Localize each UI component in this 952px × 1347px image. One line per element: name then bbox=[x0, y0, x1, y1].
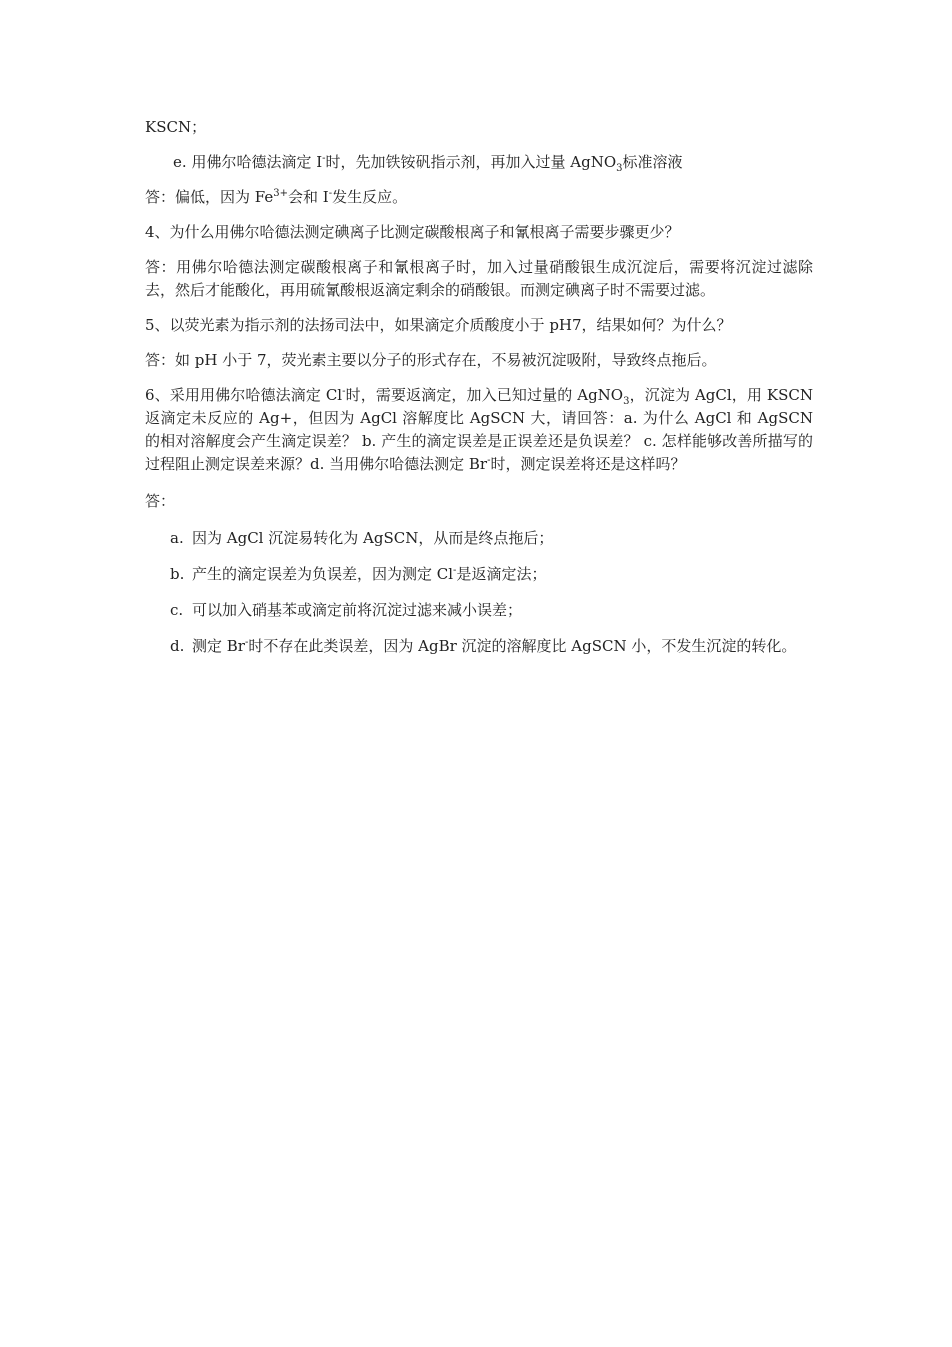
answer-e-text-1: 答：偏低，因为 Fe bbox=[145, 188, 274, 206]
item-d-text bbox=[192, 635, 813, 658]
item-a-text: 因为 AgCl 沉淀易转化为 AgSCN，从而是终点拖后； bbox=[192, 529, 554, 547]
item-b-text-1: 产生的滴定误差为负误差，因为测定 Cl bbox=[192, 565, 454, 583]
item-e-sup-1: - bbox=[322, 153, 326, 164]
item-c-label: c. bbox=[170, 601, 184, 619]
q6-text-3: ，沉淀为 AgCl，用 KSCN 返滴定未反应的 Ag+，但因为 AgCl 溶解度比 AgSCN 大，请回答：a. 为什么 AgCl 和 AgSCN 的相对溶解度会产生滴定误差？ b. 产生的滴定误差是正误差还是负误差？ c. 怎样能够改善所描写的过程阻止测定误差来源？d. 当用佛尔哈德法测定 Br bbox=[145, 386, 813, 473]
answer-6-item-d bbox=[145, 635, 813, 658]
item-d-label: d. bbox=[170, 637, 185, 655]
item-e-text-2: 时，先加铁铵矾指示剂，再加入过量 AgNO bbox=[325, 153, 617, 171]
item-c-text: 可以加入硝基苯或滴定前将沉淀过滤来减小误差； bbox=[192, 601, 523, 619]
item-d-text-2: 时不存在此类误差，因为 AgBr 沉淀的溶解度比 AgSCN 小，不发生沉淀的转化。 bbox=[248, 637, 797, 655]
question-4: 4、为什么用佛尔哈德法测定碘离子比测定碳酸根离子和氰根离子需要步骤更少？ bbox=[145, 223, 680, 241]
item-e-sub-1: 3 bbox=[616, 163, 623, 174]
answer-4: 答：用佛尔哈德法测定碳酸根离子和氰根离子时，加入过量硝酸银生成沉淀后，需要将沉淀过滤除去，然后才能酸化，再用硫氰酸根返滴定剩余的硝酸银。而测定碘离子时不需要过滤。 bbox=[145, 258, 813, 299]
q6-text-2: 时，需要返滴定，加入已知过量的 AgNO bbox=[345, 386, 624, 404]
item-d-sup-1: - bbox=[244, 637, 249, 648]
answer-6-label: 答： bbox=[145, 492, 176, 510]
question-6 bbox=[145, 384, 813, 476]
q6-text-1: 6、采用用佛尔哈德法滴定 Cl bbox=[145, 386, 343, 404]
item-e-text-3: 标准溶液 bbox=[622, 153, 683, 171]
answer-e-text-3: 发生反应。 bbox=[332, 188, 408, 206]
answer-5: 答：如 pH 小于 7，荧光素主要以分子的形式存在，不易被沉淀吸附，导致终点拖后。 bbox=[145, 351, 717, 369]
answer-6-item-c bbox=[145, 599, 813, 622]
kscn-line: KSCN； bbox=[145, 118, 207, 136]
item-b-text-2: 是返滴定法； bbox=[456, 565, 547, 583]
answer-e-sup-1: 3+ bbox=[273, 188, 288, 199]
item-b-label: b. bbox=[170, 565, 185, 583]
answer-6-item-b bbox=[145, 563, 813, 586]
item-a-label: a. bbox=[170, 529, 184, 547]
item-b-sup-1: - bbox=[453, 565, 457, 576]
q6-text-4: 时，测定误差将还是这样吗？ bbox=[490, 455, 686, 473]
answer-e bbox=[145, 186, 813, 209]
q6-sub-1: 3 bbox=[623, 396, 630, 407]
item-b-text bbox=[192, 563, 813, 586]
q6-sup-1: - bbox=[342, 386, 346, 397]
question-5: 5、以荧光素为指示剂的法扬司法中，如果滴定介质酸度小于 pH7，结果如何？为什么？ bbox=[145, 316, 732, 334]
item-d-text-1: 测定 Br bbox=[192, 637, 245, 655]
answer-e-sup-2: - bbox=[328, 188, 333, 199]
q6-sup-2: - bbox=[487, 455, 491, 466]
answer-6-item-a bbox=[145, 527, 813, 550]
answer-e-text-2: 会和 I bbox=[287, 188, 329, 206]
item-e-text-1: 用佛尔哈德法滴定 I bbox=[191, 153, 323, 171]
item-e-label: e. bbox=[173, 153, 187, 171]
item-e bbox=[145, 151, 813, 174]
document-body bbox=[145, 116, 813, 671]
